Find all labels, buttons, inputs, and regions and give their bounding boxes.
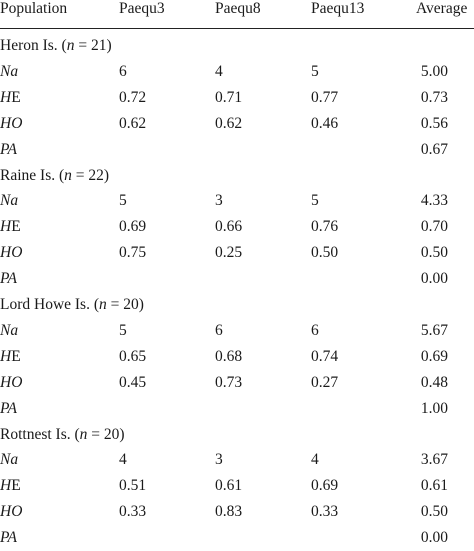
- sample-size-symbol: n: [79, 425, 88, 443]
- stat-symbol: H: [0, 347, 12, 365]
- stat-subscript: E: [11, 347, 21, 365]
- stat-label: HO: [0, 244, 23, 262]
- group-label: Lord Howe Is. (: [0, 296, 100, 313]
- table-row: [0, 396, 474, 422]
- paequ3-value: 0.51: [119, 477, 147, 495]
- paequ13-value: 0.76: [311, 218, 339, 236]
- average-value: 5.00: [420, 62, 448, 80]
- paequ3-value: 0.33: [119, 503, 147, 521]
- stat-subscript: E: [11, 88, 21, 106]
- stat-label: [0, 85, 21, 111]
- stat-label: Na: [0, 451, 19, 469]
- sample-size-value: = 21): [74, 37, 112, 54]
- stat-label: [0, 214, 21, 240]
- paequ13-value: 0.69: [311, 477, 339, 495]
- average-value: 0.50: [420, 244, 448, 262]
- group-name: [0, 422, 125, 448]
- paequ8-value: 0.61: [215, 477, 243, 495]
- group-name: [0, 163, 109, 189]
- table-row: [0, 473, 474, 499]
- stat-label: HO: [0, 503, 23, 521]
- group-name: [0, 33, 112, 59]
- average-value: 5.67: [420, 321, 448, 339]
- average-value: 0.00: [420, 270, 448, 288]
- group-label: Rottnest Is. (: [0, 425, 80, 443]
- header-paequ13: Paequ13: [311, 0, 365, 17]
- sample-size-symbol: n: [64, 166, 72, 184]
- sample-size-symbol: n: [99, 296, 107, 313]
- sample-size-value: = 20): [106, 296, 144, 313]
- stat-subscript: E: [11, 218, 21, 236]
- average-value: 0.56: [420, 114, 448, 132]
- paequ8-value: 0.83: [215, 503, 243, 521]
- stat-label: PA: [0, 270, 17, 288]
- header-rule: [0, 28, 474, 29]
- table-row: [0, 85, 474, 111]
- stat-label: PA: [0, 529, 17, 547]
- paequ8-value: 3: [215, 451, 223, 469]
- paequ8-value: 0.73: [215, 373, 243, 391]
- paequ3-value: 5: [119, 321, 127, 339]
- average-value: 0.67: [420, 140, 448, 158]
- paequ8-value: 6: [215, 321, 223, 339]
- paequ13-value: 5: [311, 62, 319, 80]
- group-heading: [0, 422, 474, 448]
- group-heading: [0, 292, 474, 318]
- sample-size-value: = 22): [71, 166, 110, 184]
- paequ8-value: 0.25: [215, 244, 243, 262]
- average-value: 1.00: [420, 399, 448, 417]
- paequ3-value: 0.62: [119, 114, 147, 132]
- table-row: [0, 59, 474, 85]
- average-value: 0.73: [420, 88, 448, 106]
- paequ8-value: 0.71: [215, 88, 243, 106]
- paequ3-value: 4: [119, 451, 127, 469]
- average-value: 0.69: [420, 347, 448, 365]
- stat-subscript: E: [11, 477, 21, 495]
- table-row: [0, 266, 474, 292]
- average-value: 0.00: [420, 529, 448, 547]
- average-value: 3.67: [420, 451, 448, 469]
- paequ13-value: 0.46: [311, 114, 339, 132]
- table-row: [0, 111, 474, 137]
- sample-size-symbol: n: [66, 37, 75, 54]
- paequ3-value: 0.75: [119, 244, 147, 262]
- table-row: [0, 447, 474, 473]
- stat-label: PA: [0, 399, 17, 417]
- paequ13-value: 0.33: [311, 503, 339, 521]
- average-value: 0.48: [420, 373, 448, 391]
- paequ13-value: 0.74: [311, 347, 339, 365]
- group-heading: [0, 33, 474, 59]
- paequ13-value: 4: [311, 451, 319, 469]
- paequ3-value: 0.45: [119, 373, 147, 391]
- stat-symbol: H: [0, 477, 12, 495]
- stat-label: HO: [0, 114, 23, 132]
- table-row: [0, 318, 474, 344]
- table-row: [0, 188, 474, 214]
- paequ8-value: 0.68: [215, 347, 243, 365]
- stat-label: [0, 473, 21, 499]
- paequ8-value: 4: [215, 62, 223, 80]
- paequ3-value: 0.65: [119, 347, 147, 365]
- header-paequ3: Paequ3: [119, 0, 165, 17]
- paequ13-value: 5: [311, 192, 319, 210]
- table-row: [0, 240, 474, 266]
- average-value: 0.50: [420, 503, 448, 521]
- average-value: 0.61: [420, 477, 448, 495]
- table-row: [0, 525, 474, 551]
- table-row: [0, 344, 474, 370]
- table-row: [0, 370, 474, 396]
- paequ3-value: 0.72: [119, 88, 147, 106]
- header-row: [0, 0, 474, 22]
- table-row: [0, 214, 474, 240]
- header-population: Population: [0, 0, 68, 17]
- stat-label: [0, 344, 21, 370]
- group-name: [0, 292, 144, 318]
- paequ3-value: 5: [119, 192, 127, 210]
- average-value: 0.70: [420, 218, 448, 236]
- stat-label: Na: [0, 62, 19, 80]
- average-value: 4.33: [420, 192, 448, 210]
- stat-label: HO: [0, 373, 23, 391]
- group-label: Heron Is. (: [0, 37, 67, 54]
- paequ13-value: 0.50: [311, 244, 339, 262]
- group-heading: [0, 163, 474, 189]
- header-average: Average: [416, 0, 468, 17]
- header-paequ8: Paequ8: [215, 0, 261, 17]
- paequ13-value: 0.27: [311, 373, 339, 391]
- paequ3-value: 6: [119, 62, 127, 80]
- stat-label: Na: [0, 321, 19, 339]
- stat-symbol: H: [0, 218, 12, 236]
- paequ3-value: 0.69: [119, 218, 147, 236]
- paequ8-value: 0.66: [215, 218, 243, 236]
- table-row: [0, 137, 474, 163]
- sample-size-value: = 20): [87, 425, 125, 443]
- paequ13-value: 6: [311, 321, 319, 339]
- stat-label: PA: [0, 140, 17, 158]
- stat-label: Na: [0, 192, 19, 210]
- paequ8-value: 3: [215, 192, 223, 210]
- stat-symbol: H: [0, 88, 12, 106]
- paequ13-value: 0.77: [311, 88, 339, 106]
- group-label: Raine Is. (: [0, 166, 65, 184]
- table-row: [0, 499, 474, 525]
- paequ8-value: 0.62: [215, 114, 243, 132]
